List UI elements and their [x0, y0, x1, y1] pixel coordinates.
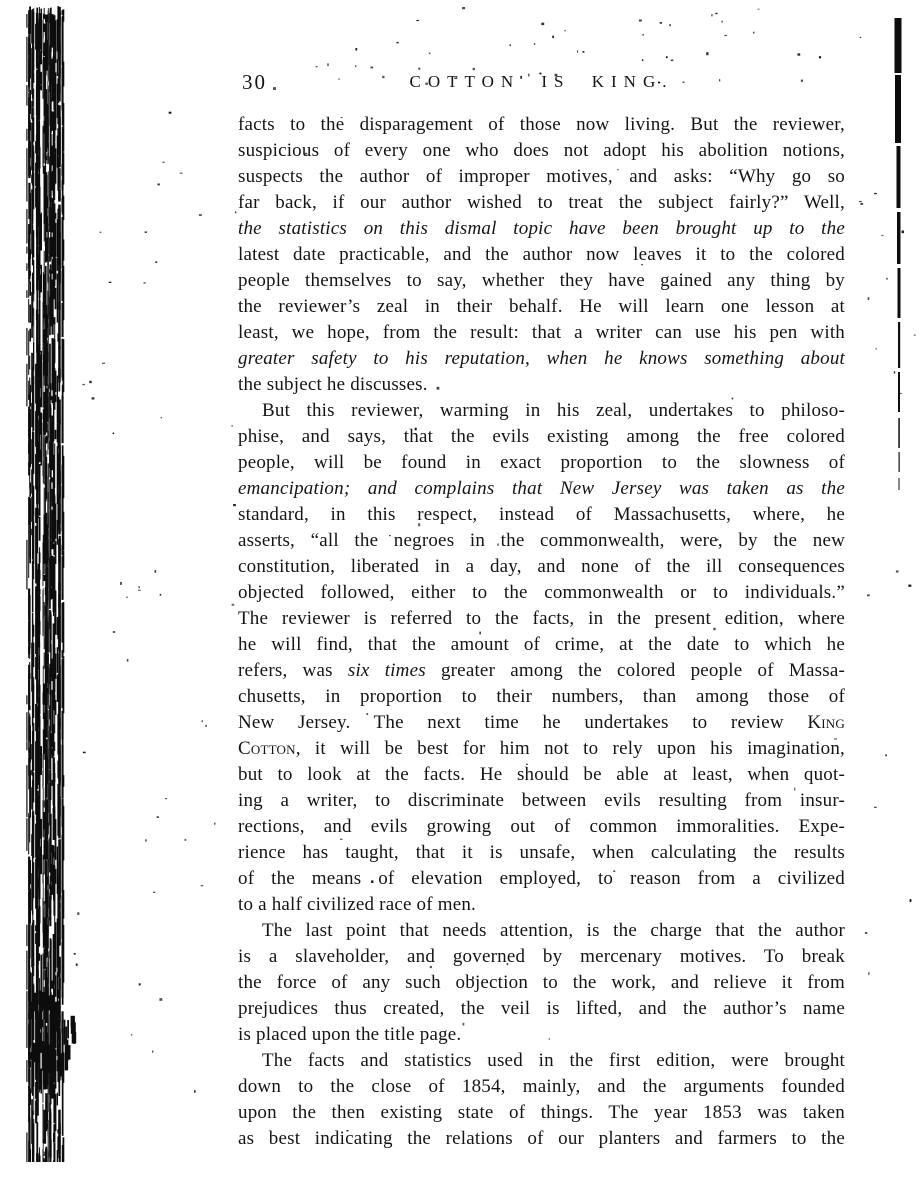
text-line	[238, 840, 845, 866]
text-line	[238, 398, 845, 424]
text-run: far back, if our author wished to treat the subject fairly?” Well,	[238, 192, 845, 213]
text-line	[238, 892, 845, 918]
text-line	[238, 346, 845, 372]
text-run: to a half civilized race of men.	[238, 894, 476, 915]
text-line	[238, 866, 845, 892]
text-line	[238, 580, 845, 606]
text-run: rience has taught, that it is unsafe, when calculating the results	[238, 842, 845, 863]
text-run: the subject he discusses.	[238, 374, 428, 395]
text-run: the force of any such objection to the work, and relieve it from	[238, 972, 845, 993]
text-line	[238, 294, 845, 320]
text-run: King	[807, 712, 845, 733]
text-run: greater among the colored people of Massa-	[425, 660, 845, 681]
text-line	[238, 216, 845, 242]
text-line	[238, 1100, 845, 1126]
text-line	[238, 658, 845, 684]
text-run: people themselves to say, whether they have gained any thing by	[238, 270, 845, 291]
text-line	[238, 190, 845, 216]
text-line	[238, 944, 845, 970]
text-line	[238, 918, 845, 944]
running-head-title: COTTON IS KING.	[409, 72, 674, 91]
text-run: but to look at the facts. He should be able at least, when quot-	[238, 764, 845, 785]
text-line	[238, 242, 845, 268]
text-run: as best indicating the relations of our planters and farmers to the	[238, 1128, 845, 1149]
text-run: greater safety to his reputation, when he knows something about	[238, 348, 845, 369]
body-text	[238, 112, 845, 1152]
text-run: the statistics on this dismal topic have been brought up to the	[238, 218, 845, 239]
text-run: refers, was	[238, 660, 348, 681]
text-run: The facts and statistics used in the first edition, were brought	[262, 1050, 845, 1071]
text-run: The last point that needs attention, is the charge that the author	[262, 920, 845, 941]
text-run: of the means of elevation employed, to reason from a civilized	[238, 868, 845, 889]
text-run: suspicious of every one who does not adopt his abolition notions,	[238, 140, 845, 161]
text-line	[238, 372, 845, 398]
text-run: standard, in this respect, instead of Massachusetts, where, he	[238, 504, 845, 525]
text-run: he will find, that the amount of crime, at the date to which he	[238, 634, 845, 655]
text-line	[238, 476, 845, 502]
text-run: prejudices thus created, the veil is lifted, and the author’s name	[238, 998, 845, 1019]
text-line	[238, 424, 845, 450]
text-line	[238, 554, 845, 580]
text-line	[238, 710, 845, 736]
text-run: chusetts, in proportion to their numbers, than among those of	[238, 686, 845, 707]
text-line	[238, 684, 845, 710]
text-run: objected followed, either to the commonwealth or to individuals.”	[238, 582, 845, 603]
text-run: facts to the disparagement of those now living. But the reviewer,	[238, 114, 845, 135]
text-line	[238, 762, 845, 788]
text-run: six times	[347, 660, 426, 681]
text-run: upon the then existing state of things. The year 1853 was taken	[238, 1102, 845, 1123]
text-run: least, we hope, from the result: that a writer can use his pen with	[238, 322, 845, 343]
text-run: latest date practicable, and the author now leaves it to the colored	[238, 244, 845, 265]
text-line	[238, 1126, 845, 1152]
text-run: New Jersey. The next time he undertakes to review	[238, 712, 808, 733]
text-run: is a slaveholder, and governed by mercenary motives. To break	[238, 946, 845, 967]
text-line	[238, 996, 845, 1022]
text-run: the reviewer’s zeal in their behalf. He will learn one lesson at	[238, 296, 845, 317]
text-run: is placed upon the title page.	[238, 1024, 462, 1045]
text-line	[238, 788, 845, 814]
text-line	[238, 320, 845, 346]
text-line	[238, 606, 845, 632]
text-line	[238, 502, 845, 528]
text-run: ing a writer, to discriminate between evils resulting from insur-	[238, 790, 845, 811]
text-line	[238, 164, 845, 190]
text-line	[238, 450, 845, 476]
text-line	[238, 1074, 845, 1100]
page-number: 30	[242, 70, 267, 94]
text-run: people, will be found in exact proportion to the slowness of	[238, 452, 845, 473]
text-run: , it will be best for him not to rely upon his imagination,	[295, 738, 845, 759]
text-line	[238, 268, 845, 294]
text-run: rections, and evils growing out of common immoralities. Expe-	[238, 816, 845, 837]
text-run: Cotton	[238, 738, 296, 759]
text-run: The reviewer is referred to the facts, in the present edition, where	[238, 608, 845, 629]
text-run: constitution, liberated in a day, and none of the ill consequences	[238, 556, 845, 577]
text-run: down to the close of 1854, mainly, and the arguments founded	[238, 1076, 845, 1097]
text-line	[238, 814, 845, 840]
text-run: emancipation; and complains that New Jersey was taken as the	[238, 478, 845, 499]
text-run: phise, and says, that the evils existing among the free colored	[238, 426, 845, 447]
text-run: suspects the author of improper motives, and asks: “Why go so	[238, 166, 845, 187]
text-run: asserts, “all the negroes in the commonwealth, were, by the new	[238, 530, 845, 551]
text-run: But this reviewer, warming in his zeal, undertakes to philoso-	[262, 400, 845, 421]
text-line	[238, 1022, 845, 1048]
text-line	[238, 632, 845, 658]
text-line	[238, 112, 845, 138]
text-line	[238, 1048, 845, 1074]
page-header	[238, 66, 845, 98]
text-line	[238, 138, 845, 164]
text-line	[238, 970, 845, 996]
text-line	[238, 528, 845, 554]
text-line	[238, 736, 845, 762]
